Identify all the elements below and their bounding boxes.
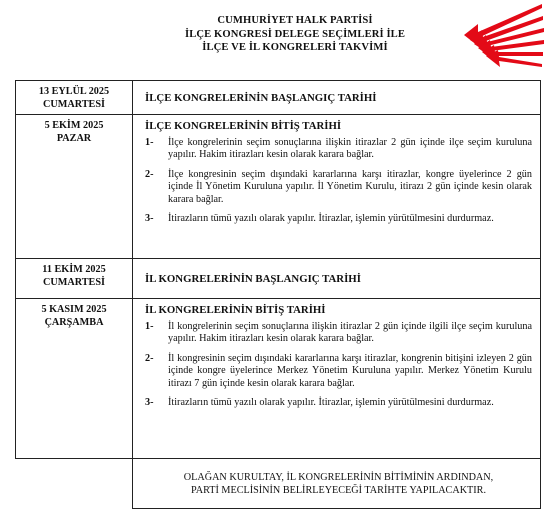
row-title: İLÇE KONGRELERİNİN BİTİŞ TARİHİ: [145, 120, 342, 132]
header-line-3: İLÇE VE İL KONGRELERİ TAKVİMİ: [202, 42, 388, 53]
row-date-cell: [16, 81, 133, 115]
document-header: [150, 14, 440, 55]
list-item: 3- İtirazların tümü yazılı olarak yapılır. İtirazlar, işlemin yürütülmesini durdurmaz.: [145, 397, 494, 409]
header-line-1: CUMHURİYET HALK PARTİSİ: [217, 15, 373, 26]
row-title: İL KONGRELERİNİN BAŞLANGIÇ TARİHİ: [145, 272, 361, 285]
row-content-cell: [133, 299, 541, 459]
row-weekday: CUMARTESİ: [43, 276, 105, 288]
rule-list: [145, 137, 532, 225]
footer-spacer-cell: [16, 459, 133, 509]
row-date: 5 KASIM 2025: [41, 304, 107, 315]
footer-line-2: PARTİ MECLİSİNİN BELİRLEYECEĞİ TARİHTE YAPILACAKTIR.: [190, 485, 487, 496]
row-weekday: ÇARŞAMBA: [44, 316, 104, 328]
list-item: 3- İtirazların tümü yazılı olarak yapılır. İtirazlar, işlemin yürütülmesini durdurmaz.: [145, 213, 494, 225]
list-item: 1- İlçe kongrelerinin seçim sonuçlarına ilişkin itirazlar 2 gün içinde ilçe seçim kuruluna yapılır. Hakim itirazları kesin olarak karara bağlar.: [145, 137, 532, 161]
row-title: İL KONGRELERİNİN BİTİŞ TARİHİ: [145, 304, 326, 316]
row-date: 13 EYLÜL 2025: [38, 86, 110, 97]
row-content-cell: [133, 259, 541, 299]
row-content-cell: [133, 115, 541, 259]
schedule-row: [16, 81, 541, 115]
footer-row: [16, 459, 541, 509]
row-date: 11 EKİM 2025: [42, 264, 106, 275]
header-line-2: İLÇE KONGRESİ DELEGE SEÇİMLERİ İLE: [184, 28, 406, 40]
schedule-row: [16, 115, 541, 259]
row-title: İLÇE KONGRELERİNİN BAŞLANGIÇ TARİHİ: [145, 91, 377, 104]
list-item: 2- İlçe kongresinin seçim dışındaki kararlarına karşı itirazlar, kongre üyelerince 2 gün içinde İl Yönetim Kuruluna yapılır. İl Yönetim Kurulu, itirazı 2 gün içinde kesin olarak karara bağlar.: [145, 168, 532, 205]
row-date-cell: [16, 259, 133, 299]
schedule-row: [16, 259, 541, 299]
row-content-cell: [133, 81, 541, 115]
footer-line-1: OLAĞAN KURULTAY, İL KONGRELERİNİN BİTİMİNİN ARDINDAN,: [183, 472, 494, 483]
footer-note-cell: [133, 459, 541, 509]
row-weekday: PAZAR: [56, 132, 92, 144]
row-weekday: CUMARTESİ: [43, 98, 105, 110]
congress-schedule-table: [15, 80, 541, 509]
schedule-row: [16, 299, 541, 459]
row-date-cell: [16, 115, 133, 259]
rule-list: [145, 321, 532, 409]
chp-six-arrows-logo-icon: [462, 2, 546, 68]
row-date: 5 EKİM 2025: [44, 120, 104, 131]
list-item: 2- İl kongresinin seçim dışındaki kararlarına karşı itirazlar, kongrenin bitişini izleyen 2 gün içinde kongre üyelerince Merkez Yönetim Kuruluna yapılır. Merkez Yönetim Kurulu itirazı 7 gün içinde kesin olarak karara bağlar.: [145, 352, 532, 389]
row-date-cell: [16, 299, 133, 459]
list-item: 1- İl kongrelerinin seçim sonuçlarına ilişkin itirazlar 2 gün içinde ilgili ilçe seçim kuruluna yapılır. Hakim itirazları kesin olarak karara bağlar.: [145, 321, 532, 345]
